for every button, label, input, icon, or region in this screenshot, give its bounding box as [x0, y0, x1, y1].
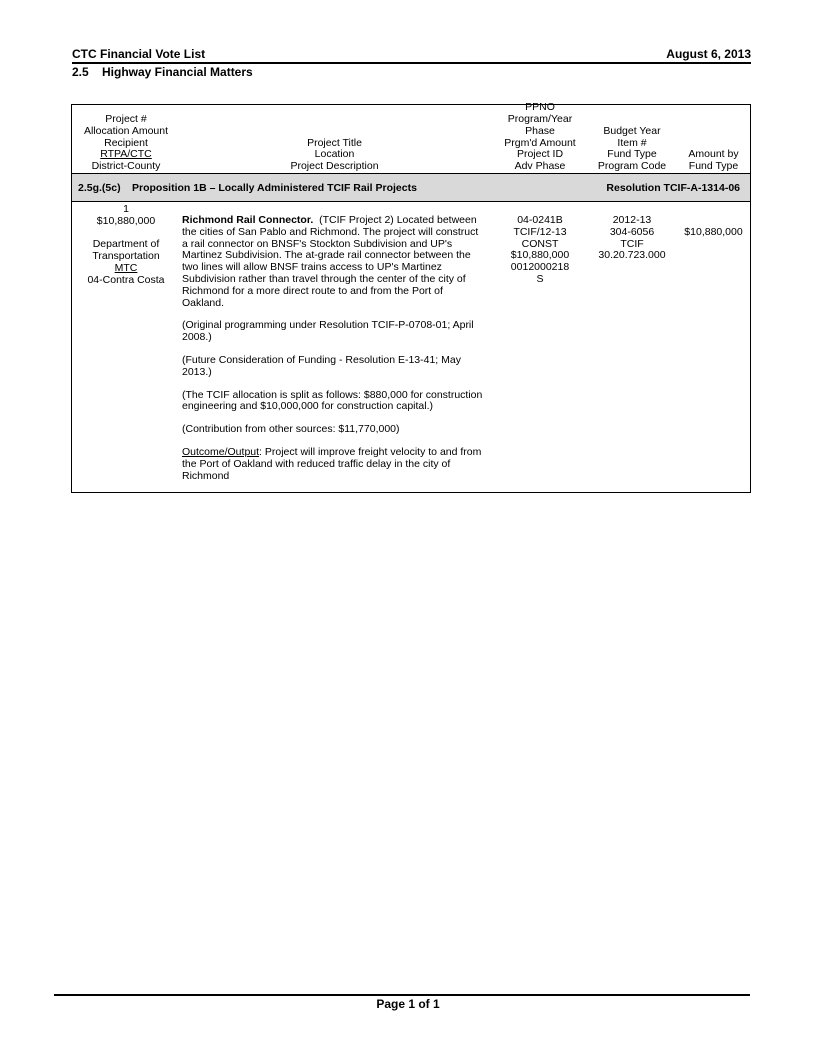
section-heading — [72, 65, 253, 79]
program-code: 30.20.723.000 — [598, 249, 666, 262]
col-header-project — [76, 105, 176, 173]
budget-cell — [582, 215, 682, 262]
col-header-line: Program/Year — [507, 113, 573, 126]
description-cell — [182, 215, 487, 493]
col-header-line: Amount by — [688, 148, 739, 161]
project-cell — [76, 204, 176, 287]
col-header-line: Recipient — [104, 136, 148, 149]
outcome-label: Outcome/Output — [182, 445, 260, 458]
note-contribution: (Contribution from other sources: $11,770,000) — [182, 423, 400, 436]
district-county: 04-Contra Costa — [87, 273, 165, 286]
page-header — [72, 47, 751, 62]
col-header-line: PPNO — [525, 101, 555, 114]
ppno: 04-0241B — [517, 214, 563, 226]
header-rule — [72, 62, 751, 64]
col-header-line: Item # — [617, 136, 647, 149]
note-allocation-split: (The TCIF allocation is split as follows: $880,000 for construction engineering and $10,000,000 for construction capital.) — [182, 388, 483, 413]
col-header-line: Adv Phase — [514, 160, 566, 173]
ppno-cell — [490, 215, 590, 286]
allocation-amount: $10,880,000 — [96, 214, 156, 227]
col-header-amount — [677, 105, 750, 173]
col-header-title — [182, 105, 487, 173]
project-description: (TCIF Project 2) Located between the cities of San Pablo and Richmond. The project will construct a rail connector on BNSF's Stockton Subdivision and UP's Martinez Subdivision. The at-grade rail connector between the two lines will allow BNSF trains access to UP's Martinez Subdivision rather than travel through the center of the city of Richmond for a more direct route to and from the Port of Oakland. — [182, 214, 479, 309]
budget-year: 2012-13 — [612, 214, 652, 226]
group-row — [72, 173, 750, 202]
col-header-budget — [582, 105, 682, 173]
project-title: Richmond Rail Connector. — [182, 214, 314, 226]
group-resolution: Resolution TCIF-A-1314-06 — [606, 182, 740, 194]
document-date: August 6, 2013 — [666, 47, 751, 61]
recipient-line: Transportation — [92, 250, 160, 263]
col-header-line: Fund Type — [607, 148, 657, 161]
col-header-line: Fund Type — [688, 160, 739, 173]
amount-by-fund-type: $10,880,000 — [684, 226, 743, 238]
page-number: Page 1 of 1 — [376, 997, 440, 1011]
recipient-line: Department of — [92, 238, 160, 251]
document-title: CTC Financial Vote List — [72, 47, 206, 61]
fund-type: TCIF — [620, 237, 644, 250]
footer-rule — [54, 994, 750, 996]
programmed-amount: $10,880,000 — [510, 249, 570, 262]
rtpa-ctc: MTC — [114, 261, 138, 274]
group-title: Proposition 1B – Locally Administered TCIF Rail Projects — [132, 182, 417, 194]
col-header-ppno — [490, 101, 590, 173]
adv-phase: S — [536, 272, 544, 285]
phase: CONST — [521, 237, 559, 250]
col-header-line: Budget Year — [603, 124, 661, 137]
project-number: 1 — [123, 203, 129, 215]
project-description-paragraph — [182, 215, 487, 309]
col-header-line: Project ID — [516, 148, 564, 161]
col-header-line: Phase — [525, 124, 555, 137]
program-year: TCIF/12-13 — [513, 225, 567, 238]
col-header-line: Project # — [105, 113, 147, 126]
col-header-line: RTPA/CTC — [100, 148, 152, 161]
note-future-consideration: (Future Consideration of Funding - Resolution E-13-41; May 2013.) — [182, 353, 461, 378]
col-header-line: Project Title — [307, 136, 362, 149]
vote-table — [71, 101, 751, 493]
section-number: 2.5 — [72, 65, 89, 79]
project-id: 0012000218 — [510, 261, 570, 274]
note-original-programming: (Original programming under Resolution TCIF-P-0708-01; April 2008.) — [182, 319, 474, 344]
outcome-text: : Project will improve freight velocity to and from the Port of Oakland with reduced traffic delay in the city of Richmond — [182, 445, 482, 482]
group-code: 2.5g.(5c) — [78, 182, 121, 194]
col-header-line: Allocation Amount — [83, 124, 169, 137]
col-header-line: Project Description — [290, 160, 379, 173]
col-header-line: Location — [314, 148, 355, 161]
col-header-line: District-County — [91, 160, 161, 173]
section-title: Highway Financial Matters — [102, 65, 253, 79]
outcome-paragraph — [182, 447, 487, 482]
col-header-line: Prgm'd Amount — [504, 136, 576, 149]
item-number: 304-6056 — [609, 225, 655, 238]
col-header-line: Program Code — [597, 160, 667, 173]
